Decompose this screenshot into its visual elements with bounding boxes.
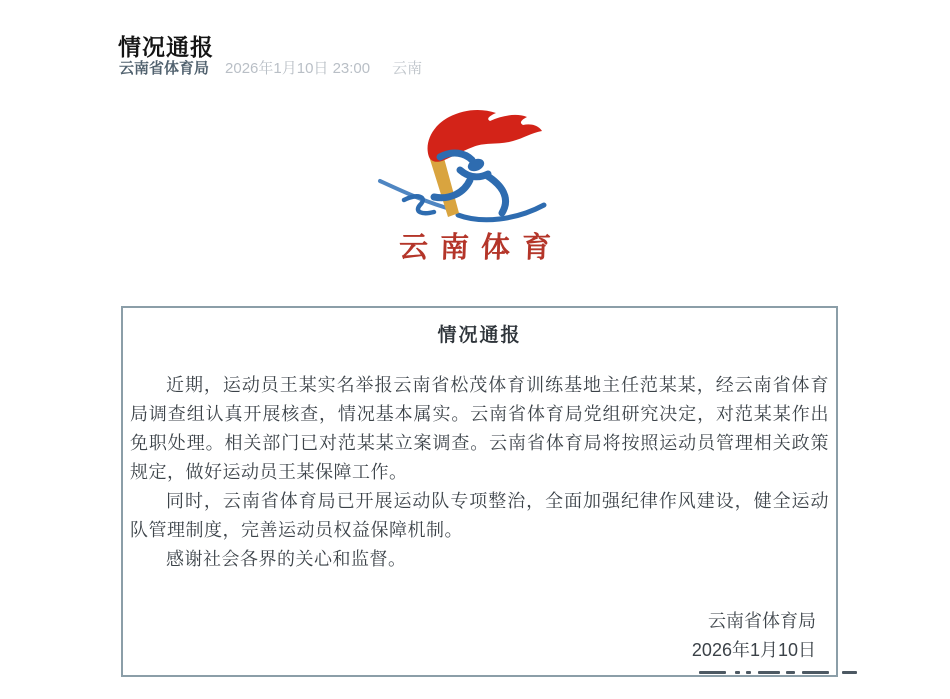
notice-line: 同时，云南省体育局已开展运动队专项整治，全面加强纪律作风建设，健全运动 <box>166 491 829 511</box>
logo-caption: 云南体育 <box>398 230 564 264</box>
notice-line: 感谢社会各界的关心和监督。 <box>166 549 407 569</box>
byline <box>119 59 422 79</box>
page-title: 情况通报 <box>118 34 214 61</box>
publish-datetime: 2026年1月10日 23:00 <box>225 60 371 77</box>
notice-body <box>130 371 829 574</box>
notice-line: 规定，做好运动员王某保障工作。 <box>130 462 408 482</box>
publish-location: 云南 <box>392 60 423 77</box>
torch-runner-logo-icon <box>370 103 580 225</box>
notice-document <box>121 306 838 677</box>
signature-block <box>130 607 829 665</box>
notice-line: 免职处理。相关部门已对范某某立案调查。云南省体育局将按照运动员管理相关政策 <box>130 433 829 453</box>
notice-line: 局调查组认真开展核查，情况基本属实。云南省体育局党组研究决定，对范某某作出 <box>130 404 829 424</box>
notice-line: 队管理制度，完善运动员权益保障机制。 <box>130 520 463 540</box>
notice-title: 情况通报 <box>437 325 522 346</box>
yunnan-sports-logo <box>0 103 950 266</box>
cropped-watermark-dashes <box>699 671 857 675</box>
publisher-link[interactable]: 云南省体育局 <box>119 60 210 77</box>
signature-name: 云南省体育局 <box>708 611 816 631</box>
signature-date: 2026年1月10日 <box>691 640 816 660</box>
notice-line: 近期，运动员王某实名举报云南省松茂体育训练基地主任范某某，经云南省体育 <box>166 375 829 395</box>
